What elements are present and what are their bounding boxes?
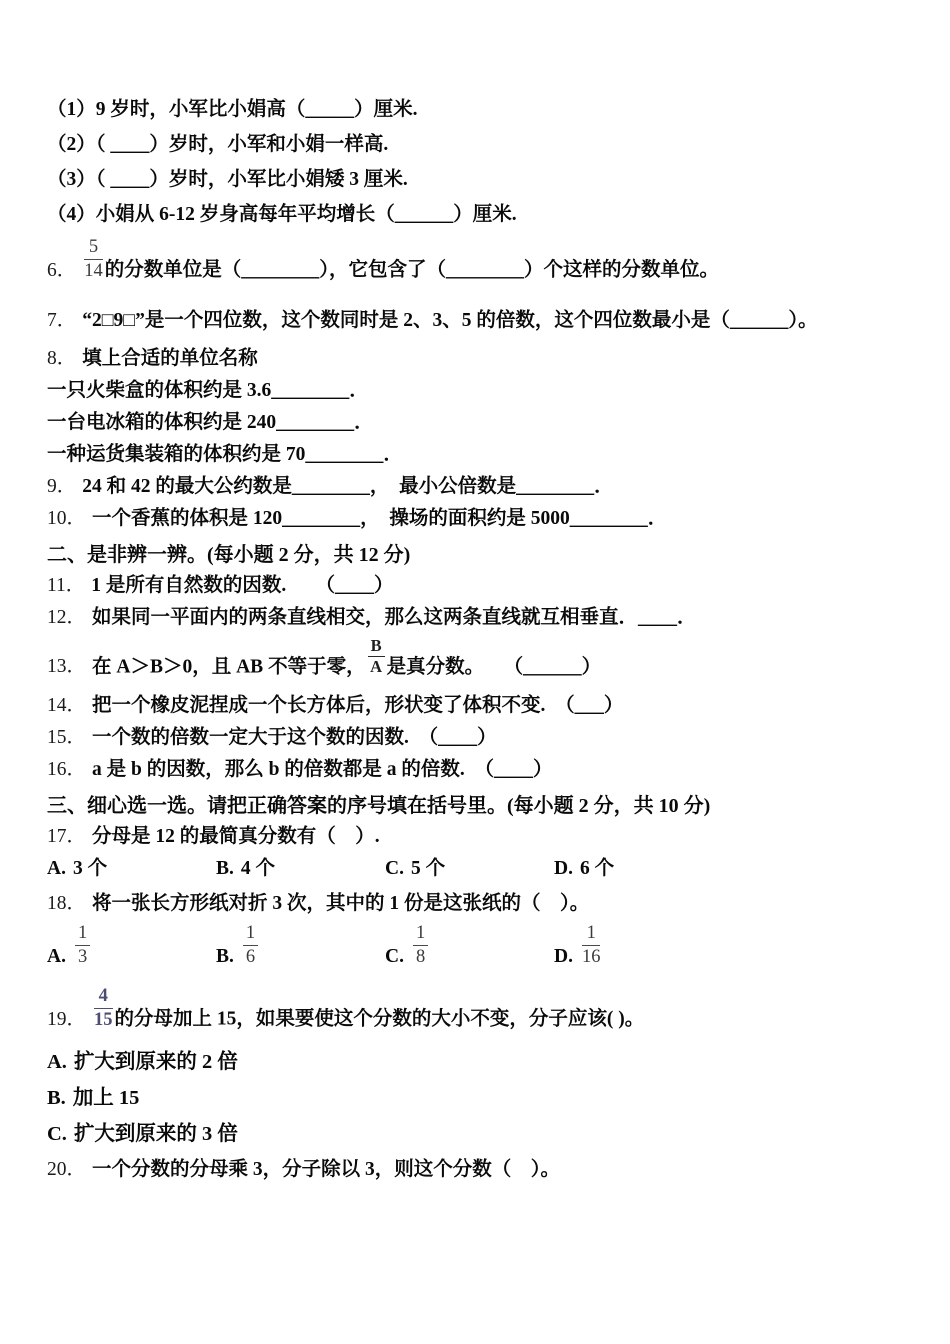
fraction-1-3	[75, 923, 90, 967]
q5-part-4	[47, 202, 922, 228]
q5-part-2	[47, 132, 922, 158]
q10-text: 一个香蕉的体积是 120________， 操场的面积约是 5000________．	[92, 507, 668, 529]
q17-option-a	[47, 856, 216, 882]
q17-option-d	[554, 856, 723, 882]
q18-text: 将一张长方形纸对折 3 次，其中的 1 份是这张纸的（ ）。	[92, 893, 590, 915]
q7-number: 7．	[47, 309, 77, 331]
q17-option-b	[216, 856, 385, 882]
fraction-1-8	[413, 923, 428, 967]
fraction-1-6	[243, 923, 258, 967]
q8-item-2	[47, 410, 922, 435]
q5-part-4-text: 小娟从 6-12 岁身高每年平均增长（______）厘米.	[95, 204, 517, 225]
fraction-denominator: A	[370, 657, 383, 677]
q5-part-3	[47, 167, 922, 193]
q9-number: 9．	[47, 475, 77, 497]
q15-text: 一个数的倍数一定大于这个数的因数. （____）	[92, 727, 497, 749]
q19-option-a	[47, 1049, 922, 1076]
fraction-denominator: 6	[245, 946, 256, 967]
question-9	[47, 474, 922, 499]
q13-blank: （______）	[474, 656, 602, 678]
fraction-1-16	[582, 923, 601, 967]
fraction-4-15	[94, 986, 113, 1030]
q8-title: 填上合适的单位名称	[82, 347, 258, 369]
fraction-numerator: 1	[582, 923, 601, 946]
q5-part-2-text: （ ____）岁时，小军和小娟一样高.	[95, 134, 389, 155]
question-10	[47, 506, 922, 531]
question-6	[47, 237, 922, 284]
q18-option-d-label: D.	[554, 945, 573, 967]
fraction-numerator: B	[368, 637, 385, 657]
question-15	[47, 725, 922, 750]
q14-number: 14．	[47, 695, 87, 717]
q19-number: 19．	[47, 1008, 87, 1030]
q8-item-3-text: 一种运货集装箱的体积约是 70________．	[47, 443, 403, 465]
question-16	[47, 757, 922, 782]
question-11	[47, 573, 922, 598]
q18-number: 18．	[47, 893, 87, 915]
q13-text-before: 在 A＞B＞0，且 AB 不等于零，	[92, 656, 366, 678]
q19-option-b-text: 加上 15	[72, 1086, 140, 1109]
q8-item-1	[47, 378, 922, 403]
section-2-heading: 二、是非辨一辨。(每小题 2 分，共 12 分)	[47, 543, 411, 566]
fraction-numerator: 1	[413, 923, 428, 946]
q5-part-4-label: （4）	[47, 204, 96, 225]
q8-number: 8．	[47, 347, 77, 369]
q17-option-d-text: 6 个	[579, 858, 615, 880]
q5-part-3-label: （3）	[47, 169, 96, 190]
q18-option-a-label: A.	[47, 945, 66, 967]
q8-item-3	[47, 442, 922, 467]
q17-option-a-label: A.	[47, 858, 66, 880]
fraction-denominator: 3	[77, 946, 88, 967]
q12-number: 12．	[47, 606, 87, 628]
q18-options-row	[47, 923, 922, 970]
q17-text: 分母是 12 的最简真分数有（ ）.	[92, 826, 380, 848]
question-13	[47, 637, 922, 680]
q18-option-d	[554, 923, 723, 970]
q17-option-c	[385, 856, 554, 882]
question-7	[47, 308, 922, 334]
fraction-denominator: 15	[94, 1009, 113, 1030]
q19-option-c	[47, 1121, 922, 1148]
q18-option-c	[385, 923, 554, 970]
fraction-numerator: 1	[75, 923, 90, 946]
q5-part-1	[47, 97, 922, 123]
q7-text: “2□9□”是一个四位数，这个数同时是 2、3、5 的倍数，这个四位数最小是（______）。	[82, 309, 818, 331]
q9-text: 24 和 42 的最大公约数是________， 最小公倍数是________．	[82, 475, 614, 497]
q13-text-after: 是真分数。	[386, 656, 475, 678]
fraction-denominator: 8	[415, 946, 426, 967]
q17-options-row	[47, 856, 922, 882]
q10-number: 10．	[47, 507, 87, 529]
q14-text: 把一个橡皮泥捏成一个长方体后，形状变了体积不变. （___）	[92, 695, 624, 717]
q6-number: 6．	[47, 259, 77, 281]
q19-option-b	[47, 1085, 922, 1112]
q19-option-c-text: 扩大到原来的 3 倍	[73, 1122, 238, 1145]
question-19	[47, 986, 922, 1033]
fraction-numerator: 4	[94, 986, 113, 1009]
question-20	[47, 1157, 922, 1183]
q20-number: 20．	[47, 1158, 87, 1180]
fraction-denominator: 14	[84, 260, 103, 281]
question-14	[47, 693, 922, 718]
q5-part-3-text: （ ____）岁时，小军比小娟矮 3 厘米.	[95, 169, 408, 190]
q13-number: 13．	[47, 656, 87, 678]
q17-option-c-text: 5 个	[410, 858, 446, 880]
fraction-denominator: 16	[581, 946, 601, 967]
q18-option-b	[216, 923, 385, 970]
q20-text: 一个分数的分母乘 3，分子除以 3，则这个分数（ ）。	[92, 1158, 561, 1180]
question-18	[47, 891, 922, 916]
fraction-numerator: 1	[243, 923, 258, 946]
q19-option-c-label: C.	[47, 1122, 67, 1145]
q6-text: 的分数单位是（________），它包含了（________）个这样的分数单位。	[104, 259, 720, 281]
q16-number: 16．	[47, 759, 87, 781]
fraction-numerator: 5	[84, 237, 103, 260]
q11-text: 1 是所有自然数的因数. （____）	[91, 574, 394, 596]
q5-part-1-text: 9 岁时，小军比小娟高（_____）厘米.	[95, 99, 418, 120]
q19-option-b-label: B.	[47, 1086, 66, 1109]
q16-text: a 是 b 的因数，那么 b 的倍数都是 a 的倍数. （____）	[92, 759, 553, 781]
q19-option-a-label: A.	[47, 1050, 67, 1073]
q5-part-2-label: （2）	[47, 134, 96, 155]
q17-option-b-label: B.	[216, 858, 234, 880]
q17-option-c-label: C.	[385, 858, 404, 880]
q17-option-d-label: D.	[554, 858, 573, 880]
q18-option-c-label: C.	[385, 945, 404, 967]
fraction-b-a	[368, 637, 385, 677]
q19-option-a-text: 扩大到原来的 2 倍	[73, 1050, 238, 1073]
q18-option-b-label: B.	[216, 945, 234, 967]
question-8	[47, 346, 922, 371]
q19-text: 的分母加上 15，如果要使这个分数的大小不变，分子应该( )。	[114, 1008, 645, 1030]
q8-item-1-text: 一只火柴盒的体积约是 3.6________．	[47, 379, 369, 401]
q18-option-a	[47, 923, 216, 970]
question-12	[47, 605, 922, 630]
q12-text: 如果同一平面内的两条直线相交，那么这两条直线就互相垂直．____．	[92, 606, 697, 628]
q17-number: 17．	[47, 826, 87, 848]
q15-number: 15．	[47, 727, 87, 749]
q11-number: 11．	[47, 574, 86, 596]
question-17	[47, 824, 922, 849]
fraction-5-14	[84, 237, 103, 281]
q17-option-b-text: 4 个	[240, 858, 276, 880]
section-3-heading: 三、细心选一选。请把正确答案的序号填在括号里。(每小题 2 分，共 10 分)	[47, 795, 711, 818]
q17-option-a-text: 3 个	[72, 858, 108, 880]
q5-part-1-label: （1）	[47, 99, 96, 120]
q8-item-2-text: 一台电冰箱的体积约是 240________．	[47, 411, 374, 433]
